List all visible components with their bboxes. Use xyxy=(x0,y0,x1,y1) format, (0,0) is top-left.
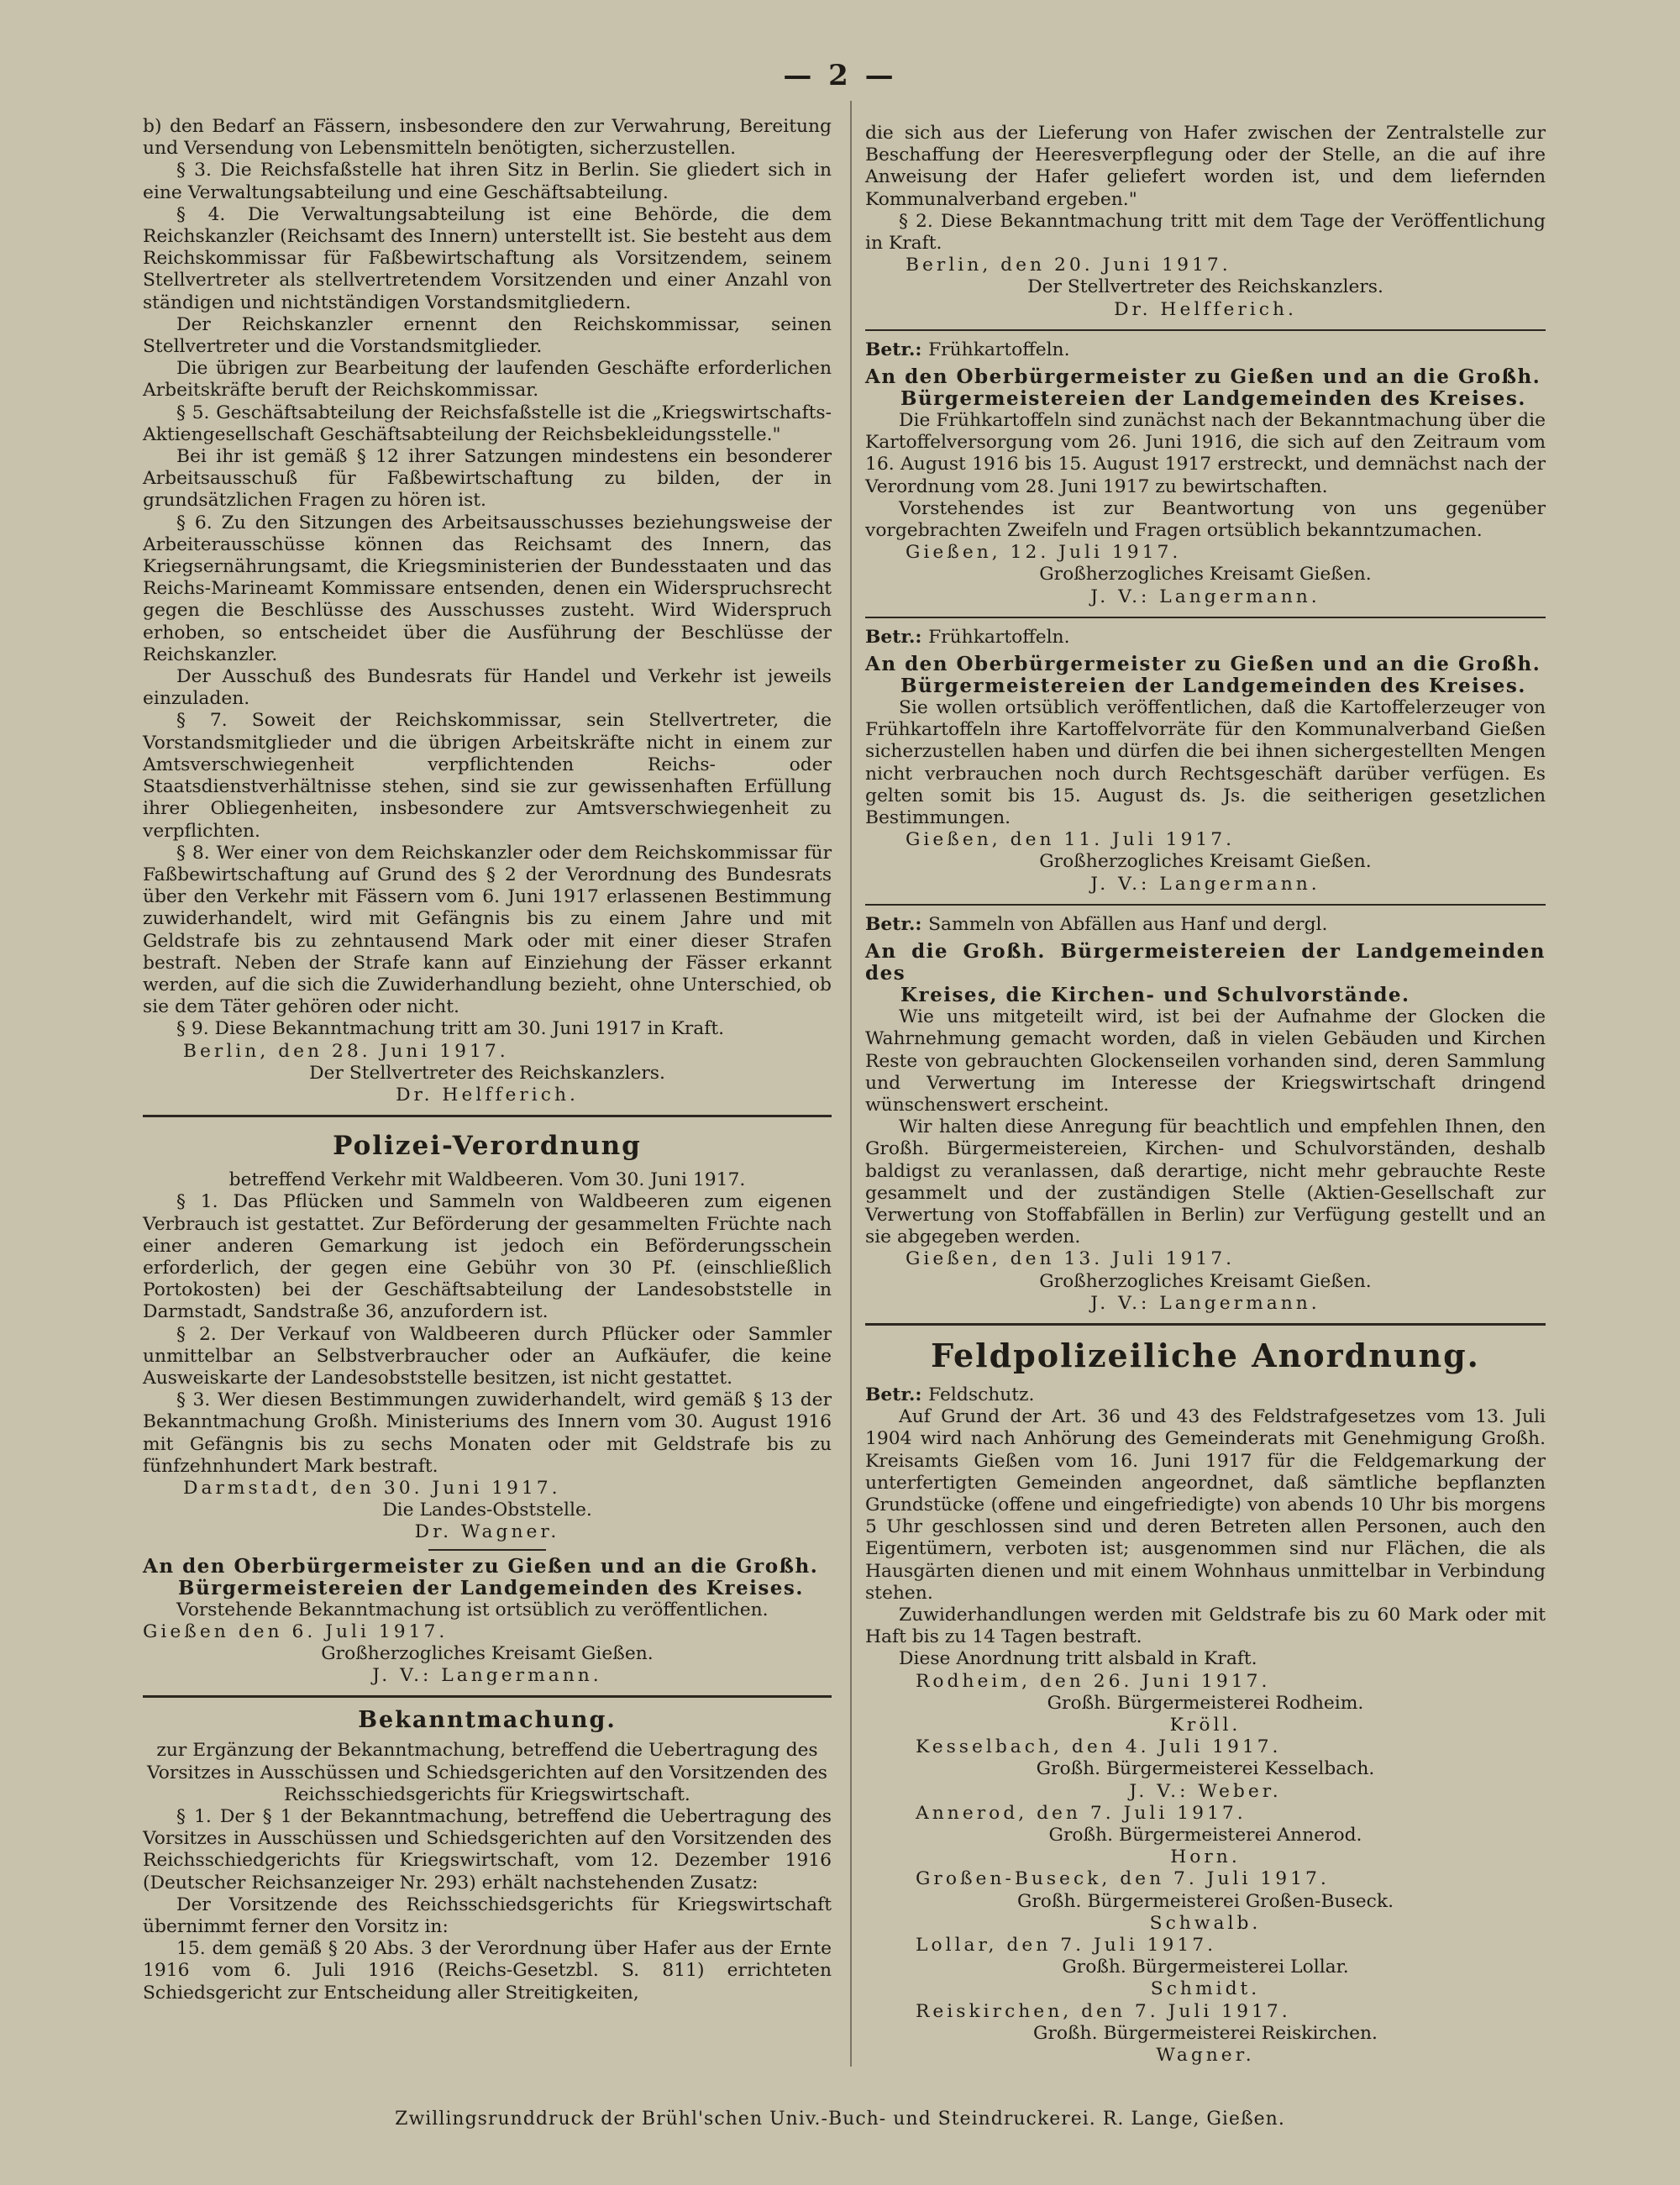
signature-title: Großherzogliches Kreisamt Gießen. xyxy=(1039,1270,1372,1292)
betreff-label: Betr.: xyxy=(865,1384,922,1405)
signatory-place: Rodheim, den 26. Juni 1917. xyxy=(916,1670,1271,1692)
paragraph-arbeitskraefte: Die übrigen zur Bearbeitung der laufenden Geschäfte erforderlichen Arbeitskräfte beruft der Reichskommissar. xyxy=(143,358,832,402)
signature-title: Der Stellvertreter des Reichskanzlers. xyxy=(1027,276,1383,298)
signatory-office: Großh. Bürgermeisterei Annerod. xyxy=(1048,1825,1362,1846)
paragraph-section-4: § 4. Die Verwaltungsabteilung ist eine Behörde, die dem Reichskanzler (Reichsamt des Innern) unterstellt ist. Sie besteht aus dem Reichskommissar für Faßbewirtschaftung als Vorsitzendem, seinem Stellvertreter als stellvertretendem Vorsitzenden und einer Anzahl von ständigen und nichtständigen Vorstandsmitgliedern. xyxy=(143,203,832,313)
paragraph-section-9: § 9. Diese Bekanntmachung tritt am 30. Juni 1917 in Kraft. xyxy=(176,1018,725,1040)
paragraph-hafer-continued: die sich aus der Lieferung von Hafer zwischen der Zentralstelle zur Beschaffung der Heeresverpflegung oder der Stelle, an die auf ihre Anweisung der Hafer geliefert worden ist, und dem liefernden Kommunalverband ergeben." xyxy=(865,123,1546,210)
place-date: Gießen, den 13. Juli 1917. xyxy=(906,1248,1236,1270)
signatory-name: Horn. xyxy=(1170,1846,1241,1868)
paragraph-section-8: § 8. Wer einer von dem Reichskanzler oder dem Reichskommissar für Faßbewirtschaftung auf Grund des § 2 der Verordnung des Bundesrats über den Verkehr mit Fässern vom 6. Juni 1917 erlassenen Bestimmung zuwiderhandelt, wird mit Gefängnis bis zu einem Jahre und mit Geldstrafe bis zu zehntausend Mark oder mit einer dieser Strafen bestraft. Neben der Strafe kann auf Einziehung der Fässer erkannt werden, auf die sich die Zuwiderhandlung bezieht, ohne Unterschied, ob sie dem Täter gehören oder nicht. xyxy=(143,842,832,1018)
address-line-2: Bürgermeistereien der Landgemeinden des Kreises. xyxy=(178,1576,804,1599)
signature-title: Der Stellvertreter des Reichskanzlers. xyxy=(309,1062,665,1084)
address-line-1: An den Oberbürgermeister zu Gießen und an die Großh. xyxy=(865,365,1541,389)
section-rule xyxy=(143,1695,832,1698)
place-date: Berlin, den 28. Juni 1917. xyxy=(183,1040,509,1062)
signature-name: Dr. Helfferich. xyxy=(396,1084,579,1106)
paragraph-reichskanzler: Der Reichskanzler ernennt den Reichskommissar, seinen Stellvertreter und die Vorstandsmitglieder. xyxy=(143,313,832,358)
signature-name: J. V.: Langermann. xyxy=(372,1665,602,1687)
signatory-name: Schwalb. xyxy=(1149,1912,1262,1934)
signature-title: Großherzogliches Kreisamt Gießen. xyxy=(1039,564,1372,586)
heading-feldpolizeiliche-anordnung: Feldpolizeiliche Anordnung. xyxy=(931,1336,1480,1374)
signature-name: Dr. Helfferich. xyxy=(1114,298,1297,320)
address-line-2: Kreises, die Kirchen- und Schulvorstände. xyxy=(900,984,1410,1007)
paragraph-feldschutz: Auf Grund der Art. 36 und 43 des Feldstrafgesetzes vom 13. Juli 1904 wird nach Anhörung des Gemeinderats mit Genehmigung Großh. Kreisamts Gießen vom 16. Juni 1917 für die Feldgemarkung der unterfertigten Gemeinden angeordnet, daß sämtliche bepflanzten Grundstücke (offene und eingefriedigte) von abends 10 Uhr bis morgens 5 Uhr geschlossen sind und deren Betreten allen Personen, auch den Eigentümern, verboten ist; ausgenommen sind nur Flächen, die als Hausgärten dienen und mit einem Wohnhaus unmittelbar in Verbindung stehen. xyxy=(865,1406,1546,1604)
section-rule xyxy=(143,1115,832,1117)
page-number: — 2 — xyxy=(783,59,897,92)
betreff-text: Frühkartoffeln. xyxy=(928,339,1070,360)
place-date: Gießen, den 11. Juli 1917. xyxy=(906,829,1236,851)
polizei-section-1: § 1. Das Pflücken und Sammeln von Waldbeeren zum eigenen Verbrauch ist gestattet. Zur Beförderung der gesammelten Früchte nach einer anderen Gemarkung ist jedoch ein Beförderungsschein erforderlich, der gegen eine Gebühr von 30 Pf. (einschließlich Portokosten) bei der Geschäftsabteilung der Landesobststelle in Darmstadt, Sandstraße 36, anzufordern ist. xyxy=(143,1191,832,1323)
paragraph-section-7: § 7. Soweit der Reichskommissar, sein Stellvertreter, die Vorstandsmitglieder und die übrigen Arbeitskräfte nicht in einem zur Amtsverschwiegenheit verpflichtenden Reichs- oder Staatsdienstverhältnisse stehen, sind sie zur gewissenhaften Erfüllung ihrer Obliegenheiten, insbesondere zur Amtsverschwiegenheit zu verpflichten. xyxy=(143,710,832,842)
section-rule xyxy=(865,329,1546,331)
signature-title: Die Landes-Obststelle. xyxy=(382,1500,592,1521)
place-date: Gießen den 6. Juli 1917. xyxy=(143,1620,449,1642)
address-line-1: An den Oberbürgermeister zu Gießen und an die Großh. xyxy=(143,1554,819,1578)
place-date: Darmstadt, den 30. Juni 1917. xyxy=(183,1477,561,1499)
signatory-place: Großen-Buseck, den 7. Juli 1917. xyxy=(916,1868,1330,1890)
address-heading xyxy=(865,366,1546,410)
section-rule xyxy=(865,617,1546,618)
heading-bekanntmachung: Bekanntmachung. xyxy=(358,1707,617,1734)
printer-imprint: Zwillingsrunddruck der Brühl'schen Univ.-Buch- und Steindruckerei. R. Lange, Gießen. xyxy=(395,2109,1285,2130)
heading-polizei-verordnung: Polizei-Verordnung xyxy=(333,1131,642,1162)
paragraph-section-5: § 5. Geschäftsabteilung der Reichsfaßstelle ist die „Kriegswirtschafts-Aktiengesellschaft Geschäftsabteilung der Reichsbekleidungsstelle." xyxy=(143,402,832,445)
paragraph-beantwortung: Vorstehendes ist zur Beantwortung von uns gegenüber vorgebrachten Zweifeln und Fragen ortsüblich bekanntzumachen. xyxy=(865,497,1546,542)
paragraph-kartoffelerzeuger: Sie wollen ortsüblich veröffentlichen, daß die Kartoffelerzeuger von Frühkartoffeln ihre Kartoffelvorräte für den Kommunalverband Gießen sicherzustellen haben und dürfen die bei ihnen sichergestellten Mengen nicht verbrauchen noch durch Rechtsgeschäft darüber verfügen. Es gelten somit bis 15. August ds. Js. die seitherigen gesetzlichen Bestimmungen. xyxy=(865,697,1546,829)
column-divider xyxy=(850,101,852,2067)
polizei-section-2: § 2. Der Verkauf von Waldbeeren durch Pflücker oder Sammler unmittelbar an Selbstverbraucher oder an Aufkäufer, die keine Ausweiskarte der Landesobststelle besitzen, ist nicht gestattet. xyxy=(143,1323,832,1389)
paragraph-section-2: § 2. Diese Bekanntmachung tritt mit dem Tage der Veröffentlichung in Kraft. xyxy=(865,210,1546,255)
betreff-line xyxy=(865,339,1546,361)
paragraph-zuwiderhandlungen: Zuwiderhandlungen werden mit Geldstrafe bis zu 60 Mark oder mit Haft bis zu 14 Tagen bestraft. xyxy=(865,1604,1546,1648)
polizei-section-3: § 3. Wer diesen Bestimmungen zuwiderhandelt, wird gemäß § 13 der Bekanntmachung Großh. Ministeriums des Innern vom 30. August 1916 mit Gefängnis bis zu sechs Monaten oder mit Geldstrafe bis zu fünfzehnhundert Mark bestraft. xyxy=(143,1389,832,1477)
betreff-label: Betr.: xyxy=(865,626,922,648)
paragraph-section-3: § 3. Die Reichsfaßstelle hat ihren Sitz in Berlin. Sie gliedert sich in eine Verwaltungsabteilung und eine Geschäftsabteilung. xyxy=(143,160,832,203)
right-column xyxy=(865,123,1546,2067)
signatory-name: J. V.: Weber. xyxy=(1129,1780,1282,1802)
bekanntmachung-section-1: § 1. Der § 1 der Bekanntmachung, betreffend die Uebertragung des Vorsitzes in Ausschüssen und Schiedsgerichten auf den Vorsitzenden des Reichsschiedgerichts für Kriegswirtschaft, vom 12. Dezember 1916 (Deutscher Reichsanzeiger Nr. 293) erhält nachstehenden Zusatz: xyxy=(143,1806,832,1893)
paragraph-b: b) den Bedarf an Fässern, insbesondere den zur Verwahrung, Bereitung und Versendung von Lebensmitteln benötigten, sicherzustellen. xyxy=(143,116,832,160)
signatory-office: Großh. Bürgermeisterei Lollar. xyxy=(1062,1957,1349,1978)
address-line-2: Bürgermeistereien der Landgemeinden des Kreises. xyxy=(900,387,1526,411)
bekanntmachung-intro: zur Ergänzung der Bekanntmachung, betreffend die Uebertragung des Vorsitzes in Ausschüssen und Schiedsgerichten auf den Vorsitzenden des Reichsschiedsgerichts für Kriegswirtschaft. xyxy=(147,1740,827,1805)
section-rule xyxy=(865,904,1546,906)
paragraph-fruehkartoffeln: Die Frühkartoffeln sind zunächst nach der Bekanntmachung über die Kartoffelversorgung vom 26. Juni 1916, die sich auf den Zeitraum vom 16. August 1916 bis 15. August 1917 erstreckt, und demnächst nach der Verordnung vom 28. Juni 1917 zu bewirtschaften. xyxy=(865,410,1546,497)
address-line-1: An die Großh. Bürgermeistereien der Landgemeinden des xyxy=(865,940,1546,985)
section-rule xyxy=(865,1323,1546,1326)
signatory-name: Wagner. xyxy=(1156,2045,1255,2067)
betreff-line xyxy=(865,914,1546,936)
betreff-text: Frühkartoffeln. xyxy=(928,626,1070,648)
signatory-name: Kröll. xyxy=(1169,1714,1242,1736)
place-date: Gießen, 12. Juli 1917. xyxy=(906,542,1182,564)
signature-name: J. V.: Langermann. xyxy=(1090,873,1320,895)
betreff-label: Betr.: xyxy=(865,913,922,935)
signatory-place: Lollar, den 7. Juli 1917. xyxy=(916,1935,1217,1957)
bekanntmachung-vorsitz: Der Vorsitzende des Reichsschiedsgerichts für Kriegswirtschaft übernimmt ferner den Vorsitz in: xyxy=(143,1893,832,1938)
address-line-2: Bürgermeistereien der Landgemeinden des Kreises. xyxy=(900,675,1526,698)
address-heading xyxy=(865,654,1546,697)
short-rule xyxy=(428,1549,546,1551)
polizei-subtitle: betreffend Verkehr mit Waldbeeren. Vom 30. Juni 1917. xyxy=(228,1169,746,1191)
signatory-office: Großh. Bürgermeisterei Kesselbach. xyxy=(1036,1758,1375,1780)
signatory-place: Reiskirchen, den 7. Juli 1917. xyxy=(916,2000,1291,2022)
bekanntmachung-item-15: 15. dem gemäß § 20 Abs. 3 der Verordnung über Hafer aus der Ernte 1916 vom 6. Juli 1916 (Reichs-Gesetzbl. S. 811) errichteten Schiedsgericht zur Entscheidung aller Streitigkeiten, xyxy=(143,1938,832,2004)
signatory-name: Schmidt. xyxy=(1150,1978,1261,2000)
betreff-line xyxy=(865,1384,1546,1406)
betreff-line xyxy=(865,627,1546,649)
signatory-place: Annerod, den 7. Juli 1917. xyxy=(916,1802,1247,1824)
signature-title: Großherzogliches Kreisamt Gießen. xyxy=(321,1643,654,1664)
signature-name: J. V.: Langermann. xyxy=(1090,1292,1320,1314)
paragraph-bundesrat: Der Ausschuß des Bundesrats für Handel und Verkehr ist jeweils einzuladen. xyxy=(143,666,832,710)
address-line-1: An den Oberbürgermeister zu Gießen und an die Großh. xyxy=(865,653,1541,676)
address-heading xyxy=(865,941,1546,1006)
signatory-office: Großh. Bürgermeisterei Großen-Buseck. xyxy=(1016,1890,1394,1912)
signatory-place: Kesselbach, den 4. Juli 1917. xyxy=(916,1736,1282,1758)
signatory-office: Großh. Bürgermeisterei Rodheim. xyxy=(1047,1692,1364,1714)
signatory-office: Großh. Bürgermeisterei Reiskirchen. xyxy=(1033,2022,1378,2044)
paragraph-section-6: § 6. Zu den Sitzungen des Arbeitsausschusses beziehungsweise der Arbeiterausschüsse können das Reichsamt des Innern, das Kriegsernährungsamt, die Kriegsministerien der Bundesstaaten und das Reichs-Marineamt Kommissare entsenden, denen ein Widerspruchsrecht gegen die Beschlüsse des Ausschusses zusteht. Wird Widerspruch erhoben, so entscheidet über die Ausführung der Beschlüsse der Reichskanzler. xyxy=(143,512,832,665)
signature-name: J. V.: Langermann. xyxy=(1090,586,1320,607)
paragraph-glockenseile: Wie uns mitgeteilt wird, ist bei der Aufnahme der Glocken die Wahrnehmung gemacht worden, daß in vielen Gebäuden und Kirchen Reste von gebrauchten Glockenseilen vorhanden sind, deren Sammlung und Verwertung im Interesse der Kriegswirtschaft dringend wünschenswert erscheint. xyxy=(865,1006,1546,1116)
signature-title: Großherzogliches Kreisamt Gießen. xyxy=(1039,851,1372,873)
address-heading xyxy=(143,1556,832,1599)
paragraph-veroeffentlichen: Vorstehende Bekanntmachung ist ortsüblich zu veröffentlichen. xyxy=(176,1599,769,1620)
paragraph-arbeitsausschuss: Bei ihr ist gemäß § 12 ihrer Satzungen mindestens ein besonderer Arbeitsausschuß für Faßbewirtschaftung zu bilden, der in grundsätzlichen Fragen zu hören ist. xyxy=(143,446,832,512)
betreff-text: Feldschutz. xyxy=(928,1384,1035,1405)
paragraph-anregung: Wir halten diese Anregung für beachtlich und empfehlen Ihnen, den Großh. Bürgermeistereien, Kirchen- und Schulvorständen, deshalb baldigst zu veranlassen, daß derartige, nicht mehr gebrauchte Reste gesammelt und der zuständigen Stelle (Aktien-Gesellschaft zur Verwertung von Stoffabfällen in Berlin) zur Verfügung gestellt und an sie abgegeben werden. xyxy=(865,1116,1546,1248)
place-date: Berlin, den 20. Juni 1917. xyxy=(906,255,1231,276)
betreff-text: Sammeln von Abfällen aus Hanf und dergl. xyxy=(928,913,1328,935)
betreff-label: Betr.: xyxy=(865,339,922,360)
left-column xyxy=(143,116,832,2004)
paragraph-inkrafttreten: Diese Anordnung tritt alsbald in Kraft. xyxy=(899,1648,1257,1670)
signature-name: Dr. Wagner. xyxy=(414,1521,560,1543)
